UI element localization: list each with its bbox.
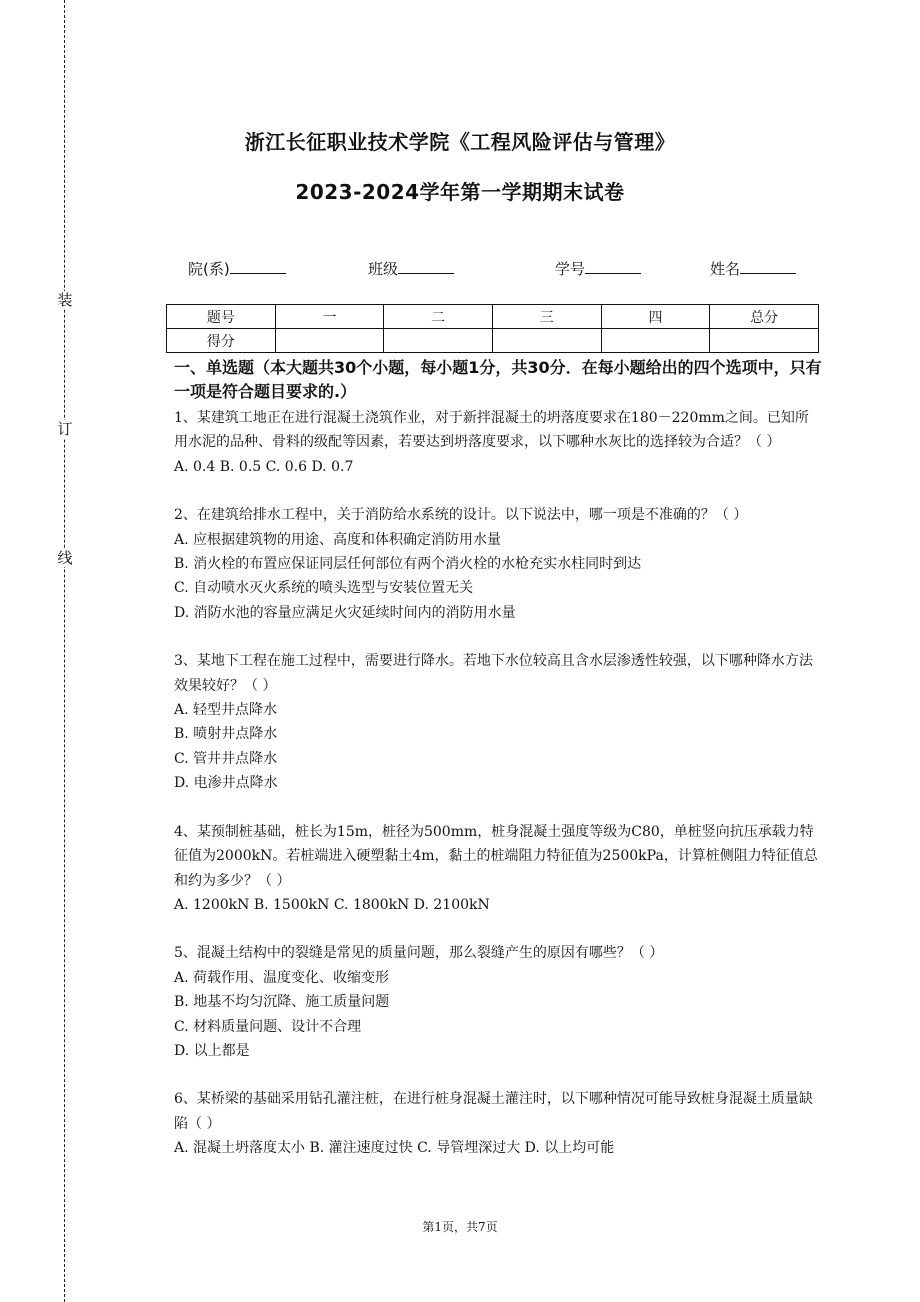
- score-row-label: 得分: [167, 329, 276, 353]
- question-stem: 1、某建筑工地正在进行混凝土浇筑作业，对于新拌混凝土的坍落度要求在180－220mm之间。已知所用水泥的品种、骨料的级配等因素，若要达到坍落度要求，以下哪种水灰比的选择较为合适？（ ）: [174, 410, 809, 451]
- question-option: B. 地基不均匀沉降、施工质量问题: [174, 994, 390, 1011]
- question-option: D. 以上都是: [174, 1042, 250, 1059]
- department-blank[interactable]: [230, 259, 286, 274]
- question-option: D. 消防水池的容量应满足火灾延续时间内的消防用水量: [174, 604, 516, 621]
- question-stem: 6、某桥梁的基础采用钻孔灌注桩，在进行桩身混凝土灌注时，以下哪种情况可能导致桩身混凝土质量缺陷（ ）: [174, 1091, 813, 1132]
- question-5: [174, 941, 822, 1063]
- department-field[interactable]: 院(系): [188, 258, 286, 279]
- question-option: B. 喷射井点降水: [174, 726, 278, 743]
- score-cell[interactable]: [710, 329, 819, 353]
- question-option: B. 消火栓的布置应保证同层任何部位有两个消火栓的水枪充实水柱同时到达: [174, 556, 642, 573]
- question-3: [174, 649, 822, 795]
- question-options: A. 1200kN B. 1500kN C. 1800kN D. 2100kN: [174, 896, 490, 913]
- question-1: [174, 406, 822, 479]
- score-header-cell: 题号: [167, 305, 276, 329]
- exam-content: [174, 356, 822, 1185]
- score-header-cell: 总分: [710, 305, 819, 329]
- question-4: [174, 820, 822, 918]
- student-info-row: [188, 258, 828, 280]
- question-options: A. 混凝土坍落度太小 B. 灌注速度过快 C. 导管埋深过大 D. 以上均可能: [174, 1140, 615, 1157]
- score-table: [166, 304, 819, 353]
- name-field[interactable]: 姓名: [710, 258, 796, 279]
- class-blank[interactable]: [398, 259, 454, 274]
- exam-title-line2: 2023-2024学年第一学期期末试卷: [295, 180, 625, 204]
- binding-char-zhuang: 装: [57, 291, 73, 309]
- score-header-cell: 三: [492, 305, 601, 329]
- question-option: C. 材料质量问题、设计不合理: [174, 1018, 362, 1035]
- question-2: [174, 503, 822, 625]
- score-header-cell: 二: [384, 305, 493, 329]
- question-option: C. 自动喷水灭火系统的喷头选型与安装位置无关: [174, 580, 474, 597]
- exam-title-line1: 浙江长征职业技术学院《工程风险评估与管理》: [244, 130, 676, 154]
- binding-char-ding: 订: [57, 420, 73, 438]
- section-heading: 一、单选题（本大题共30个小题，每小题1分，共30分．在每小题给出的四个选项中，只有一项是符合题目要求的.）: [174, 358, 822, 401]
- score-table-score-row: [167, 329, 819, 353]
- binding-char-xian: 线: [57, 549, 73, 567]
- score-table-header-row: [167, 305, 819, 329]
- question-stem: 3、某地下工程在施工过程中，需要进行降水。若地下水位较高且含水层渗透性较强，以下哪种降水方法效果较好？（ ）: [174, 653, 813, 694]
- question-option: A. 荷载作用、温度变化、收缩变形: [174, 969, 390, 986]
- question-option: A. 应根据建筑物的用途、高度和体积确定消防用水量: [174, 531, 502, 548]
- question-options: A. 0.4 B. 0.5 C. 0.6 D. 0.7: [174, 458, 354, 475]
- score-cell[interactable]: [384, 329, 493, 353]
- question-option: A. 轻型井点降水: [174, 702, 278, 719]
- student-id-field[interactable]: 学号: [555, 258, 641, 279]
- name-blank[interactable]: [740, 259, 796, 274]
- question-6: [174, 1087, 822, 1160]
- score-cell[interactable]: [275, 329, 384, 353]
- student-id-blank[interactable]: [585, 259, 641, 274]
- score-header-cell: 四: [601, 305, 710, 329]
- question-option: D. 电渗井点降水: [174, 775, 278, 792]
- question-option: C. 管井井点降水: [174, 750, 278, 767]
- question-stem: 2、在建筑给排水工程中，关于消防给水系统的设计。以下说法中，哪一项是不准确的？（ ）: [174, 507, 748, 524]
- page-footer: 第1页，共7页: [422, 1220, 498, 1234]
- score-cell[interactable]: [601, 329, 710, 353]
- score-cell[interactable]: [492, 329, 601, 353]
- class-field[interactable]: 班级: [368, 258, 454, 279]
- question-stem: 5、混凝土结构中的裂缝是常见的质量问题，那么裂缝产生的原因有哪些？（ ）: [174, 945, 664, 962]
- score-header-cell: 一: [275, 305, 384, 329]
- question-stem: 4、某预制桩基础，桩长为15m，桩径为500mm，桩身混凝土强度等级为C80，单桩竖向抗压承载力特征值为2000kN。若桩端进入硬塑黏土4m，黏土的桩端阻力特征值为2500kPa，计算桩侧阻力特征值总和约为多少？（ ）: [174, 823, 818, 889]
